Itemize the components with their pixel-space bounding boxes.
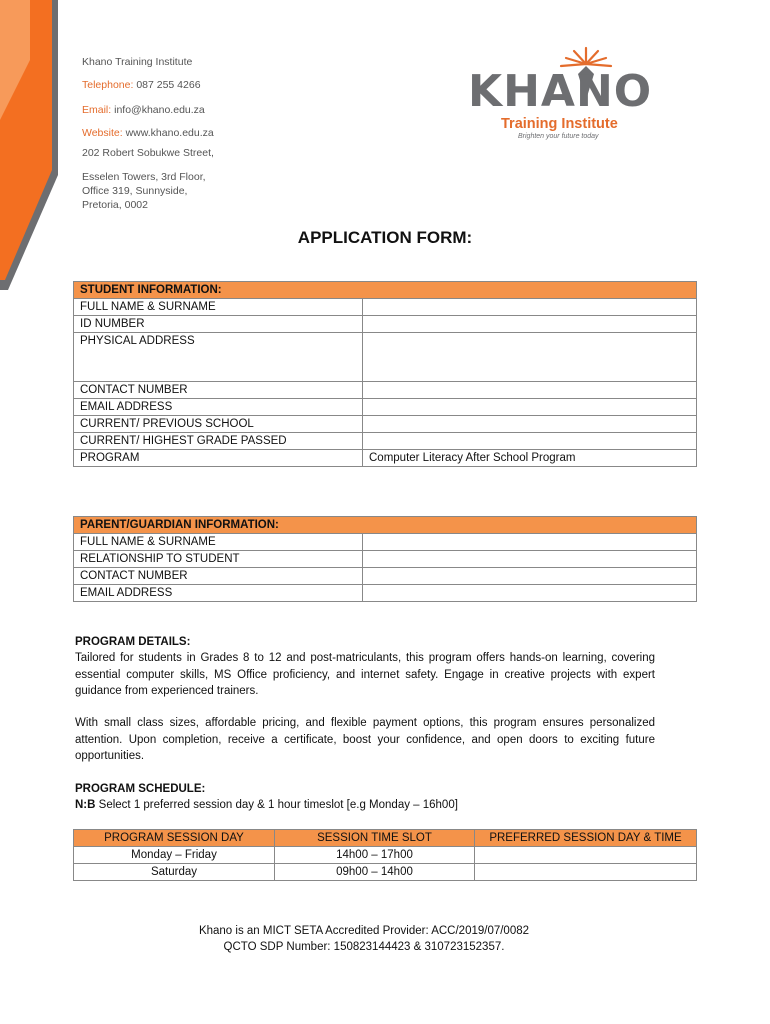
footer-accreditation: Khano is an MICT SETA Accredited Provider: ACC/2019/07/0082: [198, 925, 530, 937]
program-details-paragraph-1: Tailored for students in Grades 8 to 12 and post-matriculants, this program offers hands-on learning, covering essential computer skills, MS Office proficiency, and internet safety. Engage in creative projects with expert guidance from experienced trainers.: [75, 652, 655, 697]
parent-contact-number-field[interactable]: [363, 568, 697, 585]
logo-wordmark: KHANO: [468, 66, 653, 117]
student-id-number-field[interactable]: [363, 316, 697, 333]
logo-subtitle: Training Institute: [501, 116, 618, 132]
field-label: ID NUMBER: [74, 316, 363, 333]
table-row: [74, 382, 697, 399]
schedule-note: [75, 797, 655, 814]
telephone-label: Telephone:: [82, 79, 134, 91]
column-header: SESSION TIME SLOT: [275, 830, 475, 847]
session-day: Saturday: [74, 864, 275, 881]
footer-sdp-number: QCTO SDP Number: 150823144423 & 310723152357.: [223, 941, 505, 953]
address-line-2: Esselen Towers, 3rd Floor,: [82, 171, 206, 183]
parent-relationship-field[interactable]: [363, 551, 697, 568]
column-header: PREFERRED SESSION DAY & TIME: [475, 830, 697, 847]
session-slot: 14h00 – 17h00: [275, 847, 475, 864]
table-row: [74, 585, 697, 602]
address-line-3: Office 319, Sunnyside,: [82, 185, 188, 197]
khano-logo: [468, 44, 663, 144]
table-row: [74, 399, 697, 416]
field-label: PHYSICAL ADDRESS: [74, 333, 363, 382]
field-label: CURRENT/ HIGHEST GRADE PASSED: [74, 433, 363, 450]
side-decoration: [0, 0, 60, 300]
table-header-row: [74, 830, 697, 847]
telephone-value: 087 255 4266: [136, 79, 201, 91]
table-row: [74, 299, 697, 316]
column-header: PROGRAM SESSION DAY: [74, 830, 275, 847]
field-label: CONTACT NUMBER: [74, 568, 363, 585]
address-line-1: 202 Robert Sobukwe Street,: [82, 147, 214, 159]
student-school-field[interactable]: [363, 416, 697, 433]
table-row: [74, 416, 697, 433]
student-physical-address-field[interactable]: [363, 333, 697, 382]
schedule-table: [73, 829, 697, 881]
field-label: CURRENT/ PREVIOUS SCHOOL: [74, 416, 363, 433]
table-row: [74, 333, 697, 382]
telephone-line: [82, 78, 201, 92]
address-line-4: Pretoria, 0002: [82, 199, 148, 211]
student-info-table: [73, 281, 697, 467]
field-label: EMAIL ADDRESS: [74, 585, 363, 602]
table-row: [74, 433, 697, 450]
table-row: [74, 847, 697, 864]
student-full-name-field[interactable]: [363, 299, 697, 316]
parent-info-heading: PARENT/GUARDIAN INFORMATION:: [74, 517, 697, 534]
form-title: APPLICATION FORM:: [297, 228, 473, 247]
program-schedule-heading: PROGRAM SCHEDULE:: [75, 783, 206, 795]
logo-tagline: Brighten your future today: [518, 133, 599, 140]
note-text: Select 1 preferred session day & 1 hour timeslot [e.g Monday – 16h00]: [98, 799, 458, 811]
table-row: [74, 534, 697, 551]
email-value[interactable]: info@khano.edu.za: [114, 104, 205, 116]
table-row: [74, 450, 697, 467]
student-grade-field[interactable]: [363, 433, 697, 450]
parent-full-name-field[interactable]: [363, 534, 697, 551]
field-label: FULL NAME & SURNAME: [74, 534, 363, 551]
parent-info-table: [73, 516, 697, 602]
student-email-field[interactable]: [363, 399, 697, 416]
website-label: Website:: [82, 127, 123, 139]
field-label: CONTACT NUMBER: [74, 382, 363, 399]
parent-email-field[interactable]: [363, 585, 697, 602]
table-row: [74, 316, 697, 333]
email-label: Email:: [82, 104, 112, 116]
website-line: [82, 126, 214, 140]
field-label: FULL NAME & SURNAME: [74, 299, 363, 316]
student-info-heading: STUDENT INFORMATION:: [74, 282, 697, 299]
session-day: Monday – Friday: [74, 847, 275, 864]
session-slot: 09h00 – 14h00: [275, 864, 475, 881]
program-value: Computer Literacy After School Program: [363, 450, 697, 467]
program-details-heading: PROGRAM DETAILS:: [75, 636, 191, 648]
institute-name: Khano Training Institute: [82, 56, 193, 68]
field-label: EMAIL ADDRESS: [74, 399, 363, 416]
student-contact-number-field[interactable]: [363, 382, 697, 399]
program-details-paragraph-2: With small class sizes, affordable pricing, and flexible payment options, this program ensures personalized attention. Upon completion, receive a certificate, boost your confidence, and open doors to exciting future opportunities.: [75, 717, 655, 762]
field-label: RELATIONSHIP TO STUDENT: [74, 551, 363, 568]
note-label: N:B: [75, 799, 96, 811]
table-row: [74, 568, 697, 585]
preferred-session-field[interactable]: [475, 847, 697, 864]
table-row: [74, 864, 697, 881]
email-line: [82, 103, 205, 117]
field-label: PROGRAM: [74, 450, 363, 467]
website-value[interactable]: www.khano.edu.za: [125, 127, 214, 139]
table-row: [74, 551, 697, 568]
preferred-session-field[interactable]: [475, 864, 697, 881]
